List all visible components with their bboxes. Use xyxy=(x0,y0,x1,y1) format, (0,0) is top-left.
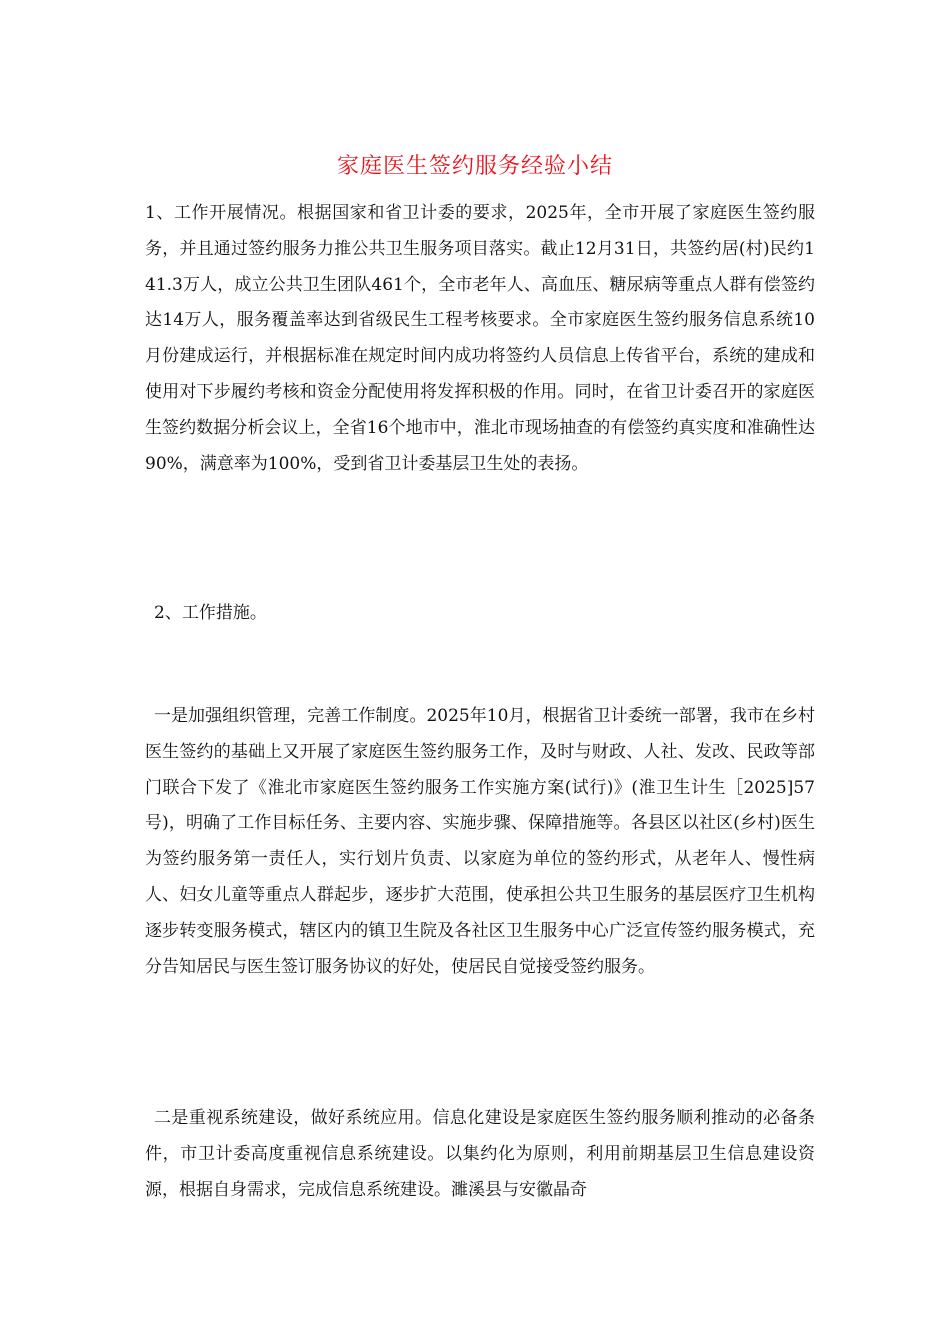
paragraph-organization-management: 一是加强组织管理，完善工作制度。2025年10月，根据省卫计委统一部署，我市在乡村医生签约的基础上又开展了家庭医生签约服务工作，及时与财政、人社、发改、民政等部门联合下发了《淮北市家庭医生签约服务工作实施方案(试行)》(淮卫生计生［2025]57号)，明确了工作目标任务、主要内容、实施步骤、保障措施等。各县区以社区(乡村)医生为签约服务第一责任人，实行划片负责、以家庭为单位的签约形式，从老年人、慢性病人、妇女儿童等重点人群起步，逐步扩大范围，使承担公共卫生服务的基层医疗卫生机构逐步转变服务模式，辖区内的镇卫生院及各社区卫生服务中心广泛宣传签约服务模式，充分告知居民与医生签订服务协议的好处，使居民自觉接受签约服务。 xyxy=(145,706,815,977)
paragraph-work-status: 1、工作开展情况。根据国家和省卫计委的要求，2025年，全市开展了家庭医生签约服务，并且通过签约服务力推公共卫生服务项目落实。截止12月31日，共签约居(村)民约141.3万人，成立公共卫生团队461个，全市老年人、高血压、糖尿病等重点人群有偿签约达14万人，服务覆盖率达到省级民生工程考核要求。全市家庭医生签约服务信息系统10月份建成运行，并根据标准在规定时间内成功将签约人员信息上传省平台，系统的建成和使用对下步履约考核和资金分配使用将发挥积极的作用。同时，在省卫计委召开的家庭医生签约数据分析会议上，全省16个地市中，淮北市现场抽查的有偿签约真实度和准确性达90%，满意率为100%，受到省卫计委基层卫生处的表扬。 xyxy=(145,203,815,474)
paragraph-work-measures-heading: 2、工作措施。 xyxy=(154,603,267,623)
document-title: 家庭医生签约服务经验小结 xyxy=(336,154,613,179)
paragraph-system-construction: 二是重视系统建设，做好系统应用。信息化建设是家庭医生签约服务顺利推动的必备条件，市卫计委高度重视信息系统建设。以集约化为原则，利用前期基层卫生信息建设资源，根据自身需求，完成信息系统建设。濉溪县与安徽晶奇 xyxy=(145,1108,815,1200)
